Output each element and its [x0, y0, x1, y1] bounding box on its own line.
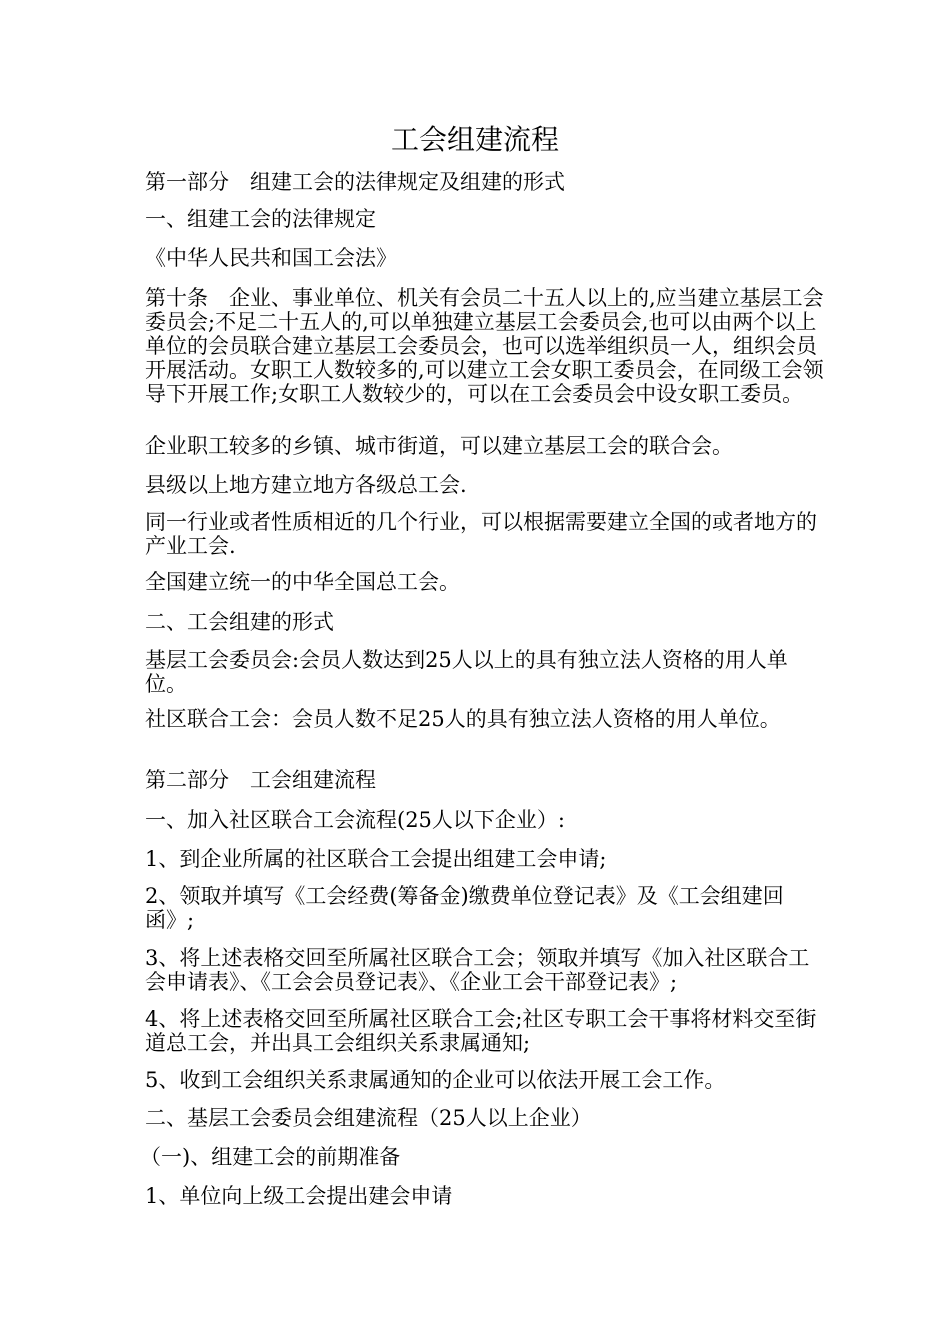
step-three: 3、将上述表格交回至所属社区联合工会；领取并填写《加入社区联合工会申请表》、《工会会员登记表》、《企业工会干部登记表》;	[145, 946, 810, 994]
article-ten-paragraph: 第十条 企业、事业单位、机关有会员二十五人以上的,应当建立基层工会委员会;不足二十五人的,可以单独建立基层工会委员会,也可以由两个以上单位的会员联合建立基层工会委员会，也可以选举组织员一人，组织会员开展活动。女职工人数较多的,可以建立工会女职工委员会，在同级工会领导下开展工作;女职工人数较少的，可以在工会委员会中设女职工委员。	[145, 286, 824, 406]
step-one: 1、到企业所属的社区联合工会提出组建工会申请;	[145, 847, 607, 871]
part-one-heading: 第一部分 组建工会的法律规定及组建的形式	[145, 170, 565, 194]
section-heading-community-process: 一、加入社区联合工会流程(25人以下企业）:	[145, 808, 565, 832]
paragraph-national-union: 全国建立统一的中华全国总工会。	[145, 570, 460, 594]
paragraph-community-union: 社区联合工会：会员人数不足25人的具有独立法人资格的用人单位。	[145, 707, 781, 731]
step-four: 4、将上述表格交回至所属社区联合工会;社区专职工会干事将材料交至街道总工会，并出具工会组织关系隶属通知;	[145, 1007, 817, 1055]
step-five: 5、收到工会组织关系隶属通知的企业可以依法开展工会工作。	[145, 1068, 726, 1092]
step-apply: 1、单位向上级工会提出建会申请	[145, 1184, 453, 1208]
paragraph-grassroots-committee: 基层工会委员会:会员人数达到25人以上的具有独立法人资格的用人单位。	[145, 648, 788, 696]
law-title: 《中华人民共和国工会法》	[145, 246, 397, 270]
paragraph-township-union: 企业职工较多的乡镇、城市街道，可以建立基层工会的联合会。	[145, 434, 733, 458]
document-title: 工会组建流程	[390, 123, 559, 156]
section-heading-forms: 二、工会组建的形式	[145, 610, 334, 634]
section-heading-legal: 一、组建工会的法律规定	[145, 207, 376, 231]
step-two: 2、领取并填写《工会经费(筹备金)缴费单位登记表》及《工会组建回函》;	[145, 884, 784, 932]
part-two-heading: 第二部分 工会组建流程	[145, 768, 376, 792]
paragraph-county-union: 县级以上地方建立地方各级总工会.	[145, 473, 467, 497]
paragraph-industry-union: 同一行业或者性质相近的几个行业，可以根据需要建立全国的或者地方的产业工会.	[145, 510, 817, 558]
section-heading-grassroots-process: 二、基层工会委员会组建流程（25人以上企业）	[145, 1106, 592, 1130]
subsection-heading-preparation: （一)、组建工会的前期准备	[140, 1145, 401, 1169]
